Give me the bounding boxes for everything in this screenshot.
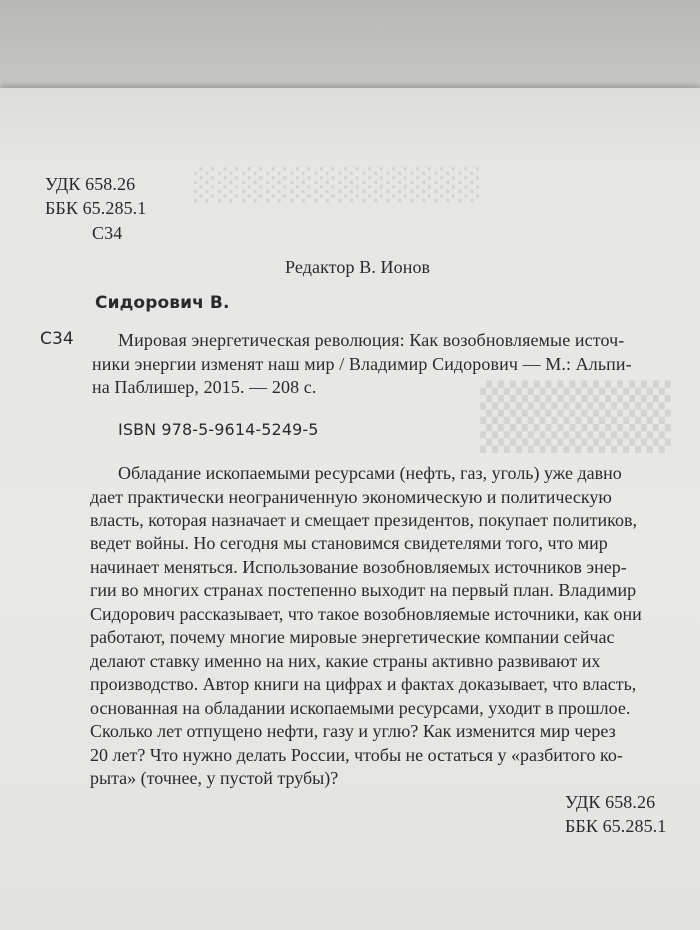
bibliography-line-1: Мировая энергетическая революция: Как возобновляемые источ- [118, 330, 625, 350]
abstract-line: производство. Автор книги на цифрах и фактах доказывает, что власть, [90, 674, 637, 694]
editor-line: Редактор В. Ионов [285, 257, 431, 277]
abstract-line: 20 лет? Что нужно делать России, чтобы не остаться у «разбитого ко- [90, 745, 623, 765]
udk-code-bottom: УДК 658.26 [565, 792, 656, 812]
author-heading: Сидорович В. [95, 293, 230, 313]
abstract-line: ведет войны. Но сегодня мы становимся свидетелями того, что мир [90, 533, 608, 553]
author-mark-top: С34 [92, 223, 123, 243]
abstract-line: основанная на обладании ископаемыми ресурсами, уходит в прошлое. [90, 698, 631, 718]
udk-code-top: УДК 658.26 [45, 174, 136, 194]
abstract-line: работают, почему многие мировые энергетические компании сейчас [90, 627, 615, 647]
abstract-line: Обладание ископаемыми ресурсами (нефть, газ, уголь) уже давно [118, 463, 622, 483]
bleed-through-shadow-large: ▒▒▒▒ [480, 380, 671, 453]
isbn-line: ISBN 978-5-9614-5249-5 [118, 420, 319, 439]
abstract-line: дает практически неограниченную экономическую и политическую [90, 487, 612, 507]
catalog-code: С34 [40, 329, 74, 349]
abstract-line: гии во многих странах постепенно выходит на первый план. Владимир [90, 580, 637, 600]
abstract-line: власть, которая назначает и смещает президентов, покупает политиков, [90, 510, 637, 530]
abstract-line: начинает меняться. Использование возобновляемых источников энер- [90, 557, 627, 577]
abstract-line: Сколько лет отпущено нефти, газу и углю? Как изменится мир через [90, 721, 616, 741]
abstract-line: Сидорович рассказывает, что такое возобновляемые источники, как они [90, 604, 642, 624]
bbk-code-bottom: ББК 65.285.1 [565, 816, 667, 836]
abstract-line: делают ставку именно на них, какие страны активно развивают их [90, 651, 601, 671]
abstract-line: рыта» (точнее, у пустой трубы)? [90, 768, 339, 788]
bibliography-line-2: ники энергии изменят наш мир / Владимир Сидорович — М.: Альпи- [92, 354, 632, 374]
bbk-code-top: ББК 65.285.1 [45, 198, 147, 218]
bleed-through-shadow: ░░░░░░░░░░░░ [190, 168, 479, 203]
bibliography-line-3: на Паблишер, 2015. — 208 с. [92, 377, 317, 397]
